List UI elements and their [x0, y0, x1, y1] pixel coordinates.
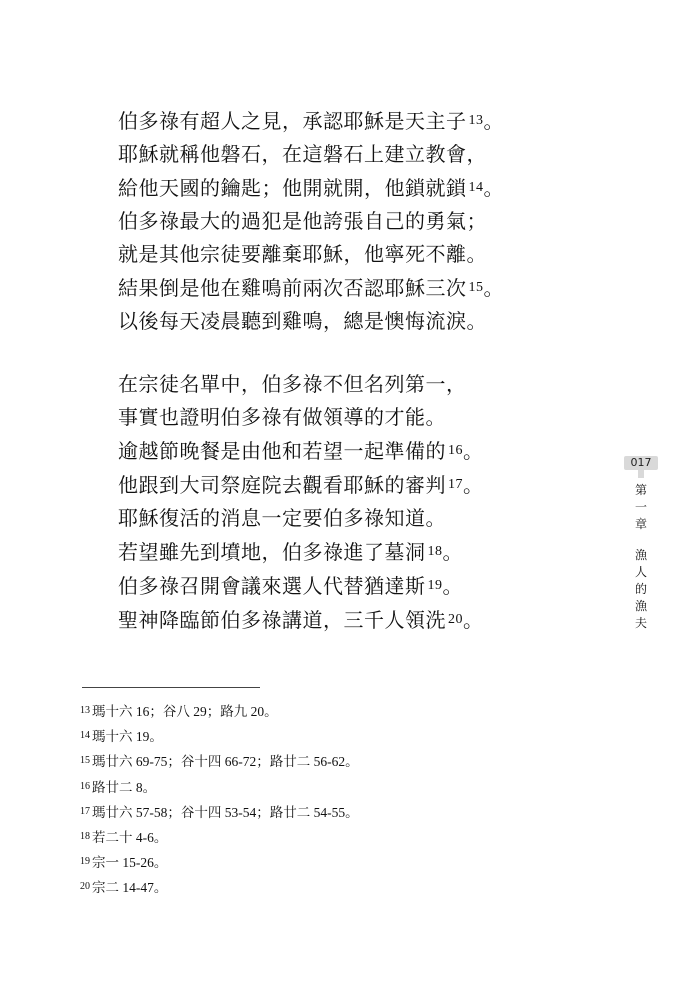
footnote-text: 瑪十六 19。 [92, 729, 163, 745]
footnote-text: 瑪廿六 57-58；谷十四 53-54；路廿二 54-55。 [92, 804, 359, 820]
footnote [80, 800, 359, 825]
chapter-label: 第一章 [634, 483, 647, 531]
footnote-text: 瑪十六 16；谷八 29；路九 20。 [92, 704, 278, 719]
poem-line: 事實也證明伯多祿有做領導的才能。 [118, 405, 446, 429]
poem-line: 就是其他宗徒要離棄耶穌，他寧死不離。 [118, 242, 487, 266]
footnote-ref: 13 [468, 113, 484, 128]
chapter-title: 漁人的漁夫 [634, 548, 647, 630]
footnote-number: 13 [80, 705, 90, 716]
page-number-tab [638, 470, 644, 478]
footnote-ref: 15 [468, 280, 484, 295]
poem-line: 在宗徒名單中，伯多祿不但名列第一， [118, 372, 467, 396]
footnote-ref: 20 [448, 612, 463, 627]
running-head [632, 482, 650, 632]
footnote [80, 775, 359, 800]
footnote-ref: 19 [427, 578, 443, 593]
footnote-ref: 14 [468, 180, 484, 195]
footnote-text: 若二十 4-6。 [92, 830, 168, 846]
page-number: 017 [624, 456, 658, 470]
footnote [80, 749, 359, 774]
footnote [80, 825, 359, 850]
poem-stanza-2 [118, 368, 484, 637]
footnote-number: 17 [80, 805, 90, 817]
poem-stanza-1 [118, 104, 504, 338]
footnote-number: 18 [80, 831, 90, 843]
footnote-number: 14 [80, 730, 90, 742]
footnote [80, 850, 359, 875]
footnote-text: 瑪廿六 69-75；谷十四 66-72；路廿二 56-62。 [92, 754, 359, 770]
footnote-number: 16 [80, 780, 90, 792]
footnote-number: 19 [80, 856, 90, 868]
poem-line: 耶穌就稱他磐石，在這磐石上建立教會， [118, 142, 487, 166]
poem-line: 逾越節晚餐是由他和若望一起準備的 $^{16}$。 [118, 439, 484, 463]
footnote-text: 宗二 14-47。 [92, 880, 168, 896]
footnote-divider [82, 687, 260, 688]
poem-line: 給他天國的鑰匙；他開就開，他鎖就鎖 $^{14}$。 [118, 176, 504, 200]
poem-line: 結果倒是他在雞鳴前兩次否認耶穌三次 $^{15}$。 [118, 276, 504, 300]
footnote-ref: 17 [448, 477, 463, 492]
poem-line: 伯多祿召開會議來選人代替猶達斯 $^{19}$。 [118, 574, 463, 598]
poem-line: 伯多祿最大的過犯是他誇張自己的勇氣； [118, 209, 487, 233]
footnote-ref: 16 [448, 443, 463, 458]
poem-line: 他跟到大司祭庭院去觀看耶穌的審判 $^{17}$。 [118, 473, 484, 497]
poem-line: 以後每天凌晨聽到雞鳴，總是懊悔流淚。 [118, 309, 487, 333]
poem-line: 若望雖先到墳地，伯多祿進了墓洞 $^{18}$。 [118, 540, 463, 564]
poem-line: 伯多祿有超人之見，承認耶穌是天主子 $^{13}$。 [118, 109, 504, 133]
footnote-text: 宗一 15-26。 [92, 855, 168, 871]
footnotes [80, 699, 359, 901]
footnote-number: 15 [80, 755, 90, 767]
poem-line: 聖神降臨節伯多祿講道，三千人領洗 $^{20}$。 [118, 608, 484, 632]
footnote-number: 20 [80, 881, 90, 893]
poem-line: 耶穌復活的消息一定要伯多祿知道。 [118, 506, 446, 530]
footnote-text: 路廿二 8。 [92, 779, 157, 795]
footnote-ref: 18 [427, 544, 443, 559]
footnote [80, 724, 359, 749]
footnote [80, 699, 359, 724]
footnote [80, 875, 359, 900]
